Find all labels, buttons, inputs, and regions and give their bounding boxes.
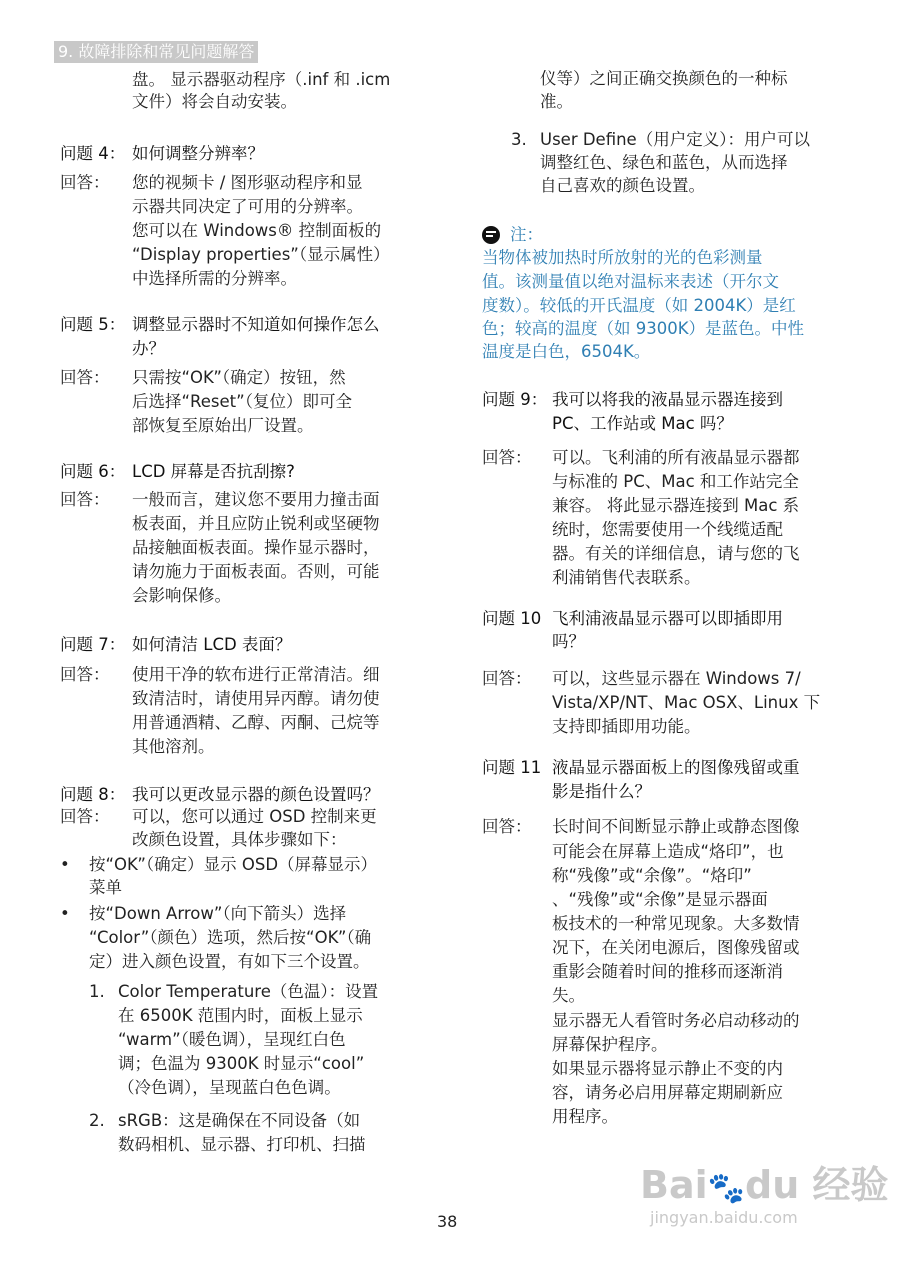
- answer-text: 统时，您需要使用一个线缆适配: [552, 520, 783, 539]
- bullet-text: 按“OK”（确定）显示 OSD（屏幕显示）: [89, 855, 378, 874]
- bullet-text: 定）进入颜色设置，有如下三个设置。: [89, 952, 370, 971]
- note-title: 注：: [510, 225, 543, 244]
- list-number: 3.: [511, 130, 527, 149]
- answer-label: 回答：: [482, 669, 532, 688]
- question-label: 问题 10: [482, 609, 542, 628]
- answer-text: 改颜色设置，具体步骤如下：: [132, 830, 347, 849]
- answer-text: 板技术的一种常见现象。大多数情: [552, 914, 800, 933]
- question-text: 液晶显示器面板上的图像残留或重: [552, 758, 800, 777]
- question-text: 办？: [132, 339, 165, 358]
- text-line: 文件）将会自动安装。: [132, 92, 297, 111]
- answer-label: 回答：: [482, 817, 532, 836]
- list-text: 自己喜欢的颜色设置。: [540, 176, 705, 195]
- answer-text: 中选择所需的分辨率。: [132, 269, 297, 288]
- list-text: （冷色调），呈现蓝白色色调。: [118, 1078, 341, 1097]
- question-text: 我可以将我的液晶显示器连接到: [552, 390, 783, 409]
- answer-text: 称“残像”或“余像”。“烙印”: [552, 866, 752, 885]
- question-text: 吗？: [552, 632, 585, 651]
- baidu-watermark-logo: Bai🐾du 经验: [640, 1163, 889, 1207]
- question-text: LCD 屏幕是否抗刮擦?: [132, 462, 295, 481]
- note-text: 当物体被加热时所放射的光的色彩测量: [482, 248, 763, 267]
- answer-text: 利浦销售代表联系。: [552, 568, 701, 587]
- list-text: User Define（用户定义）：用户可以: [540, 130, 810, 149]
- section-header: 9. 故障排除和常见问题解答: [54, 41, 258, 63]
- answer-text: 可以，这些显示器在 Windows 7/: [552, 669, 801, 688]
- list-text: sRGB：这是确保在不同设备（如: [118, 1111, 361, 1130]
- bullet-icon: •: [60, 855, 70, 874]
- question-label: 问题 4：: [60, 144, 126, 163]
- answer-text: 支持即插即用功能。: [552, 717, 701, 736]
- answer-text: 致清洁时，请使用异丙醇。请勿使: [132, 689, 380, 708]
- answer-text: 屏幕保护程序。: [552, 1035, 668, 1054]
- answer-text: 会影响保修。: [132, 586, 231, 605]
- list-number: 2.: [89, 1111, 105, 1130]
- answer-text: 兼容。 将此显示器连接到 Mac 系: [552, 496, 800, 515]
- answer-label: 回答：: [60, 665, 110, 684]
- answer-text: 板表面，并且应防止锐利或坚硬物: [132, 514, 380, 533]
- note-text: 色；较高的温度（如 9300K）是蓝色。中性: [482, 319, 805, 338]
- answer-text: 与标准的 PC、Mac 和工作站完全: [552, 472, 799, 491]
- page-number: 38: [437, 1212, 458, 1231]
- question-label: 问题 11: [482, 758, 542, 777]
- answer-text: 况下，在关闭电源后，图像残留或: [552, 938, 800, 957]
- answer-text: 可以。飞利浦的所有液晶显示器都: [552, 448, 800, 467]
- note-text: 度数）。较低的开氏温度（如 2004K）是红: [482, 296, 796, 315]
- answer-label: 回答：: [60, 807, 110, 826]
- note-text: 值。该测量值以绝对温标来表述（开尔文: [482, 272, 779, 291]
- text-line: 仪等）之间正确交换颜色的一种标: [540, 69, 788, 88]
- answer-text: 您的视频卡 / 图形驱动程序和显: [132, 173, 363, 192]
- question-text: 如何调整分辨率？: [132, 144, 264, 163]
- answer-text: 只需按“OK”（确定）按钮，然: [132, 368, 346, 387]
- question-text: PC、工作站或 Mac 吗？: [552, 414, 733, 433]
- note-icon: [482, 226, 500, 244]
- watermark-url: jingyan.baidu.com: [650, 1208, 798, 1227]
- answer-text: 显示器无人看管时务必启动移动的: [552, 1011, 800, 1030]
- answer-text: 后选择“Reset”（复位）即可全: [132, 392, 352, 411]
- question-label: 问题 9：: [482, 390, 548, 409]
- answer-text: Vista/XP/NT、Mac OSX、Linux 下: [552, 693, 821, 712]
- answer-label: 回答：: [482, 448, 532, 467]
- list-text: 数码相机、显示器、打印机、扫描: [118, 1135, 366, 1154]
- answer-text: 您可以在 Windows® 控制面板的: [132, 221, 382, 240]
- question-text: 影是指什么？: [552, 782, 651, 801]
- answer-text: 器。有关的详细信息，请与您的飞: [552, 544, 800, 563]
- bullet-text: 按“Down Arrow”（向下箭头）选择: [89, 904, 347, 923]
- answer-text: 请勿施力于面板表面。否则，可能: [132, 562, 380, 581]
- answer-text: 容，请务必启用屏幕定期刷新应: [552, 1083, 783, 1102]
- answer-text: “Display properties”（显示属性）: [132, 245, 390, 264]
- answer-label: 回答：: [60, 368, 110, 387]
- list-text: 在 6500K 范围内时，面板上显示: [118, 1006, 363, 1025]
- question-text: 飞利浦液晶显示器可以即插即用: [552, 609, 783, 628]
- text-line: 盘。 显示器驱动程序（.inf 和 .icm: [132, 70, 391, 89]
- answer-text: 部恢复至原始出厂设置。: [132, 416, 314, 435]
- answer-text: 使用干净的软布进行正常清洁。细: [132, 665, 380, 684]
- answer-label: 回答：: [60, 490, 110, 509]
- answer-text: 重影会随着时间的推移而逐渐消: [552, 962, 783, 981]
- question-label: 问题 8：: [60, 785, 126, 804]
- answer-text: 其他溶剂。: [132, 737, 215, 756]
- list-text: 调；色温为 9300K 时显示“cool”: [118, 1054, 365, 1073]
- text-line: 准。: [540, 92, 573, 111]
- note-text: 温度是白色，6504K。: [482, 342, 651, 361]
- answer-text: 品接触面板表面。操作显示器时，: [132, 538, 380, 557]
- bullet-text: “Color”（颜色）选项，然后按“OK”（确: [89, 928, 372, 947]
- list-text: Color Temperature（色温）：设置: [118, 982, 379, 1001]
- answer-text: 长时间不间断显示静止或静态图像: [552, 817, 800, 836]
- bullet-icon: •: [60, 904, 70, 923]
- question-label: 问题 5：: [60, 315, 126, 334]
- answer-text: 、“残像”或“余像”是显示器面: [552, 890, 768, 909]
- answer-text: 可以，您可以通过 OSD 控制来更: [132, 807, 377, 826]
- bullet-text: 菜单: [89, 878, 122, 897]
- answer-text: 如果显示器将显示静止不变的内: [552, 1059, 783, 1078]
- list-text: “warm”（暖色调），呈现红白色: [118, 1030, 346, 1049]
- answer-text: 用程序。: [552, 1107, 618, 1126]
- list-text: 调整红色、绿色和蓝色，从而选择: [540, 153, 788, 172]
- answer-text: 一般而言，建议您不要用力撞击面: [132, 490, 380, 509]
- answer-text: 可能会在屏幕上造成“烙印”，也: [552, 842, 784, 861]
- answer-text: 示器共同决定了可用的分辨率。: [132, 197, 363, 216]
- question-label: 问题 7：: [60, 635, 126, 654]
- answer-label: 回答：: [60, 173, 110, 192]
- answer-text: 用普通酒精、乙醇、丙酮、己烷等: [132, 713, 380, 732]
- question-label: 问题 6：: [60, 462, 126, 481]
- question-text: 我可以更改显示器的颜色设置吗？: [132, 785, 380, 804]
- question-text: 如何清洁 LCD 表面？: [132, 635, 292, 654]
- answer-text: 失。: [552, 986, 585, 1005]
- list-number: 1.: [89, 982, 105, 1001]
- question-text: 调整显示器时不知道如何操作怎么: [132, 315, 380, 334]
